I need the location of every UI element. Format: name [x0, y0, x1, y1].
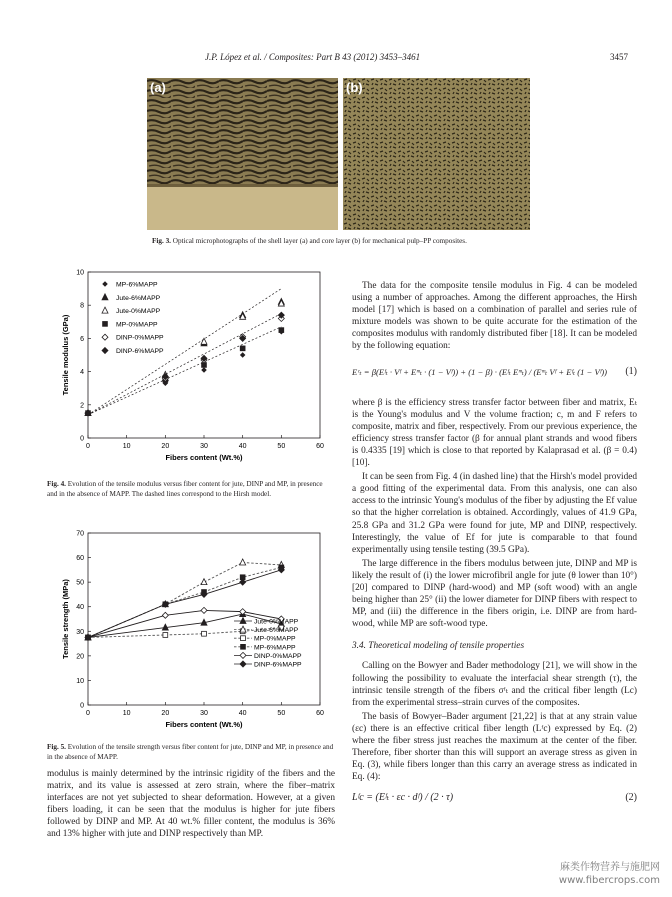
legend-marker	[103, 322, 108, 327]
paragraph: The data for the composite tensile modulus in Fig. 4 can be modeled using a number of approaches. Among the different approaches, the Hirsh model [17] which is based on a combination of parallel and series rule of mixture models was shown to be quite accurate for the estimation of the composites modulus with randomly distributed fiber [18]. It can be modeled by the following equation:	[352, 281, 637, 352]
y-tick-label: 10	[76, 677, 84, 685]
legend-marker	[240, 652, 246, 658]
y-tick-label: 20	[76, 653, 84, 661]
equation-1-number: (1)	[625, 365, 637, 377]
x-tick-label: 40	[238, 710, 247, 717]
figure-5-chart	[44, 525, 334, 735]
legend-marker	[240, 661, 246, 667]
legend-entry: MP-0%MAPP	[254, 635, 296, 643]
micrograph-shell-layer	[147, 78, 338, 230]
series-line	[88, 567, 281, 637]
right-column-text	[352, 280, 637, 813]
data-point	[202, 368, 206, 372]
micrograph-shell-image	[147, 78, 338, 230]
figure-3a-label: (a)	[150, 80, 166, 95]
data-point	[240, 346, 245, 351]
figure-3-caption	[152, 236, 592, 246]
figure-3b-label: (b)	[346, 80, 363, 95]
data-point	[240, 559, 246, 565]
x-axis-label: Fibers content (Wt.%)	[165, 720, 243, 729]
legend-marker	[240, 618, 246, 624]
y-tick-label: 4	[80, 369, 84, 377]
equation-1-body: Eᶜₜ = β(Eᶠₜ · Vᶠ + Eᵐₜ · (1 − Vᶠ)) + (1 − β) · (Eᶠₜ Eᵐₜ) / (Eᵐₜ Vᶠ + Eᶠₜ (1 − Vᶠ))	[352, 366, 607, 377]
x-tick-label: 20	[161, 443, 170, 450]
x-tick-label: 0	[86, 443, 90, 450]
x-tick-label: 50	[277, 710, 286, 717]
figure-4-chart	[44, 264, 334, 470]
x-tick-label: 0	[86, 710, 90, 717]
y-tick-label: 2	[80, 402, 84, 410]
micrograph-core-layer	[343, 78, 530, 230]
paragraph: where β is the efficiency stress transfer factor between fiber and matrix, Eₜ is the Young's modulus and V the volume fraction; c, m and F refers to composite, matrix and fiber, respectively. From our previous experience, the efficiency stress transfer factor (β for annual plant strands and wood fibers is 0.4335 [19] which is close to that reported by Kalaprasad et al. (β = 0.4) [10].	[352, 397, 637, 469]
page-number: 3457	[610, 52, 628, 62]
legend-entry: MP-0%MAPP	[116, 321, 158, 329]
legend-marker	[102, 307, 108, 313]
figure-5-caption	[47, 742, 334, 762]
x-tick-label: 40	[238, 443, 247, 450]
data-point	[201, 338, 207, 344]
left-column-text	[47, 768, 335, 843]
x-axis-label: Fibers content (Wt.%)	[165, 453, 243, 462]
hirsh-model-line	[88, 314, 281, 415]
legend-marker	[103, 282, 107, 286]
legend-entry: DINP-6%MAPP	[116, 348, 164, 355]
legend-marker	[102, 348, 108, 354]
paragraph: The basis of Bowyer–Bader argument [21,22] is that at any strain value (εc) there is an effective critical fiber length (Lᶠc) expressed by Eq. (2) where the fiber stress just reaches the maximum at the center of the fiber. Therefore, fiber shorter than this will support an average stress as given in Eq. (3), while fibers longer than this carry an average stress as indicated in Eq. (4):	[352, 711, 637, 783]
x-tick-label: 60	[316, 710, 324, 717]
data-point	[240, 353, 244, 357]
legend-entry: DINP-0%MAPP	[116, 334, 164, 342]
legend-entry: DINP-6%MAPP	[254, 661, 302, 669]
y-tick-label: 60	[76, 555, 84, 563]
figure-4-caption	[47, 479, 334, 499]
paragraph: The large difference in the fibers modulus between jute, DINP and MP is likely the result of (i) the lower microfibril angle for jute (θ lower than 10°) [20] compared to DINP (hard-wood) and MP (soft wood) with an angle being higher than 25° (ii) the lower diameter for DINP fibers with respect to MP, and (iii) the difference in the fibers origin, i.e. DINP are from hard-wood, while MP are soft-wood type.	[352, 558, 637, 630]
series-line	[88, 562, 281, 637]
data-point	[279, 328, 284, 333]
equation-2-body: Lᶠc = (Eᶠₜ · εc · dᶠ) / (2 · τ)	[352, 792, 454, 804]
watermark-line-2: www.fibercrops.com	[558, 875, 660, 886]
legend-marker	[102, 334, 108, 340]
x-tick-label: 30	[200, 443, 208, 450]
legend-marker	[241, 636, 246, 641]
legend-entry: Jute-0%MAPP	[254, 618, 299, 626]
x-tick-label: 10	[122, 443, 131, 450]
data-point	[240, 579, 246, 585]
y-tick-label: 10	[76, 269, 84, 277]
figure-4-caption-lead: Fig. 4.	[47, 480, 66, 488]
data-point	[240, 609, 246, 615]
x-tick-label: 30	[200, 710, 208, 717]
figure-3-caption-lead: Fig. 3.	[152, 237, 171, 245]
y-tick-label: 8	[80, 302, 84, 310]
legend-entry: MP-6%MAPP	[254, 644, 296, 652]
y-axis-label: Tensile strength (MPa)	[61, 579, 70, 659]
x-tick-label: 60	[316, 443, 324, 450]
micrograph-core-image	[343, 78, 530, 230]
legend-marker	[241, 644, 246, 649]
y-tick-label: 30	[76, 628, 84, 636]
y-tick-label: 6	[80, 335, 84, 343]
data-point	[201, 607, 207, 613]
x-tick-label: 50	[277, 443, 286, 450]
y-tick-label: 50	[76, 579, 84, 587]
figure-4-caption-text: Evolution of the tensile modulus versus fiber content for jute, DINP and MP, in presence and in the absence of MAPP. The dashed lines correspond to the Hirsh model.	[47, 480, 323, 498]
legend-entry: Jute-6%MAPP	[254, 627, 299, 635]
legend-marker	[102, 294, 108, 300]
y-tick-label: 70	[76, 530, 84, 538]
y-axis-label: Tensile modulus (GPa)	[61, 314, 70, 396]
watermark-line-1: 麻类作物营养与施肥网	[560, 862, 660, 873]
paragraph: It can be seen from Fig. 4 (in dashed line) that the Hirsh's model provided a good fitting of the experimental data. From this analysis, one can also access to the intrinsic Young's modulus of the fiber by adjusting the Ef value so that the higher correlation is obtained. Accordingly, values of 41.9 GPa, 25.8 GPa and 31.2 GPa were found for jute, MP and DINP, respectively. Interestingly, the value of Ef for jute is comparable to that found experimentally using tensile testing (39.5 GPa).	[352, 472, 637, 555]
legend-entry: Jute-6%MAPP	[116, 294, 161, 302]
running-header: J.P. López et al. / Composites: Part B 43 (2012) 3453–3461	[205, 52, 421, 62]
data-point	[162, 612, 168, 618]
legend-entry: Jute-0%MAPP	[116, 308, 161, 316]
figure-5-caption-lead: Fig. 5.	[47, 743, 66, 751]
equation-1	[352, 357, 637, 391]
paragraph: Calling on the Bowyer and Bader methodology [21], we will show in the following the possibility to evaluate the interfacial shear strength (τ), the intrinsic tensile strength of the fibers σᶠₜ and the critical fiber length (Lc) from the experimental stress–strain curves of the composites.	[352, 661, 637, 708]
data-point	[201, 579, 207, 585]
y-tick-label: 0	[80, 702, 84, 710]
series-line	[88, 570, 281, 638]
x-tick-label: 20	[161, 710, 170, 717]
paragraph: modulus is mainly determined by the intrinsic rigidity of the fibers and the matrix, and its value is assessed at zero strain, where the fiber–matrix interfaces are not yet subjected to shear deformation. However, at a given fibers loading, it can be seen that the modulus is higher for jute fibers followed by DINP and MP. At 40 wt.% filler content, the modulus is 36% and 13% higher with jute and DINP respectively than MP.	[47, 769, 335, 840]
y-tick-label: 0	[80, 435, 84, 443]
equation-2	[352, 787, 637, 813]
section-heading: 3.4. Theoretical modeling of tensile properties	[352, 641, 525, 652]
figure-5-caption-text: Evolution of the tensile strength versus fiber content for jute, DINP and MP, in presence and in the absence of MAPP.	[47, 743, 334, 761]
data-point	[163, 633, 168, 638]
data-point	[202, 631, 207, 636]
x-tick-label: 10	[122, 710, 131, 717]
y-tick-label: 40	[76, 604, 84, 612]
legend-entry: DINP-0%MAPP	[254, 652, 302, 660]
watermark	[559, 861, 660, 887]
legend-entry: MP-6%MAPP	[116, 281, 158, 289]
figure-3-caption-text: Optical microphotographs of the shell layer (a) and core layer (b) for mechanical pulp–PP composites.	[172, 237, 467, 245]
equation-2-number: (2)	[625, 792, 637, 804]
